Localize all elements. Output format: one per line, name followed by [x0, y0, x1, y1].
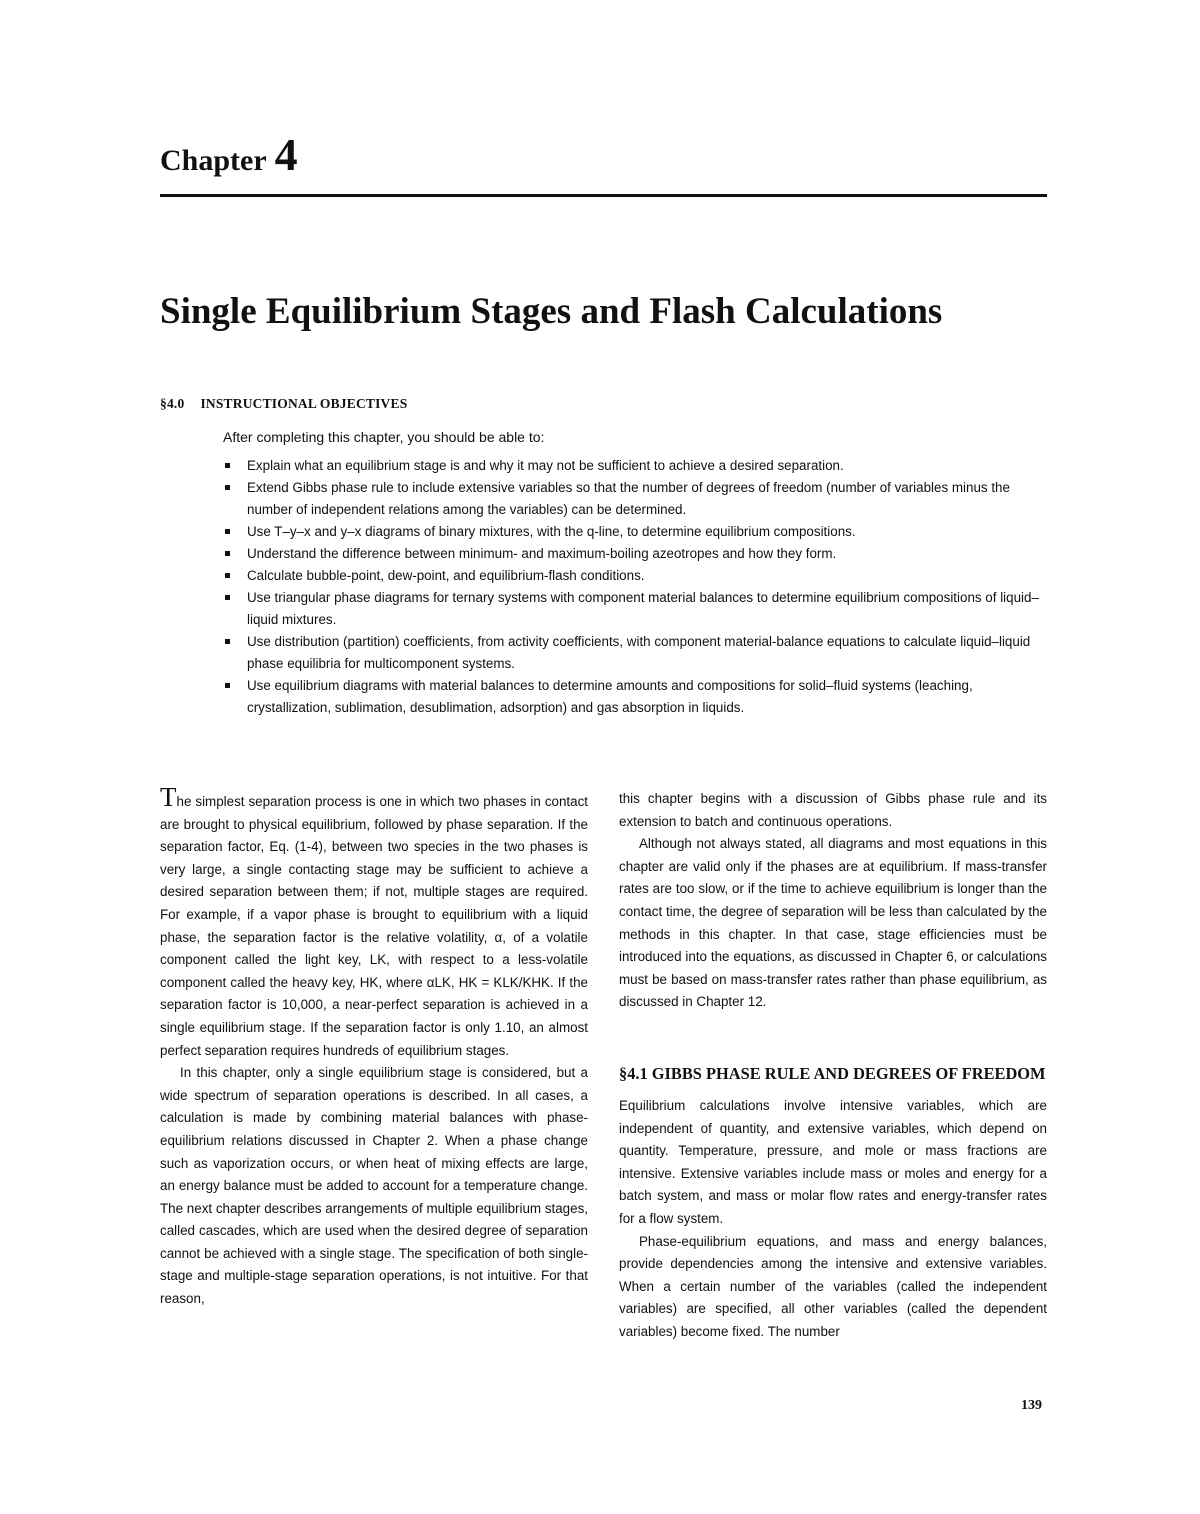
body-paragraph-3: this chapter begins with a discussion of Gibbs phase rule and its extension to batch and continuous operations. [619, 791, 1047, 829]
section-4-1-paragraph-2: Phase-equilibrium equations, and mass and energy balances, provide dependencies among the intensive and extensive variables. When a certain number of the variables (called the independent variables) are specified, all other variables (called the dependent variables) become fixed. The number [619, 1233, 1047, 1339]
section-number: §4.0 [160, 396, 185, 411]
drop-cap: T [160, 782, 177, 812]
body-paragraph-4: Although not always stated, all diagrams and most equations in this chapter are valid only if the phases are at equilibrium. If mass-transfer rates are too slow, or if the time to achieve equilibrium is longer than the contact time, the degree of separation will be less than calculated by the methods in this chapter. In that case, stage efficiencies must be introduced into the equations, as discussed in Chapter 6, or calculations must be based on mass-transfer rates rather than phase equilibrium, as discussed in Chapter 12. [619, 836, 1047, 1010]
objective-item: Use T–y–x and y–x diagrams of binary mixtures, with the q-line, to determine equilibrium compositions. [223, 521, 1053, 543]
chapter-heading [160, 128, 298, 181]
objective-item: Calculate bubble-point, dew-point, and equilibrium-flash conditions. [223, 565, 1053, 587]
chapter-word: Chapter [160, 144, 267, 177]
paragraph-text: he simplest separation process is one in which two phases in contact are brought to physical equilibrium, followed by phase separation. If the separation factor, Eq. (1-4), between two species in the two phases is very large, a single contacting stage may be sufficient to achieve a desired separation between them; if not, multiple stages are required. For example, if a vapor phase is brought to equilibrium with a liquid phase, the separation factor is the relative volatility, α, of a volatile component called the light key, LK, with respect to a less-volatile component called the heavy key, HK, where αLK, HK = KLK/KHK. If the separation factor is 10,000, a near-perfect separation is achieved in a single equilibrium stage. If the separation factor is only 1.10, an almost perfect separation requires hundreds of equilibrium stages. [160, 794, 588, 1058]
objective-item: Use triangular phase diagrams for ternary systems with component material balances to determine equilibrium compositions of liquid–liquid mixtures. [223, 587, 1053, 631]
body-paragraph-2: In this chapter, only a single equilibrium stage is considered, but a wide spectrum of separation operations is described. In all cases, a calculation is made by combining material balances with phase-equilibrium relations discussed in Chapter 2. When a phase change such as vaporization occurs, or when heat of mixing effects are large, an energy balance must be added to account for a temperature change. The next chapter describes arrangements of multiple equilibrium stages, called cascades, which are used when the desired degree of separation cannot be achieved with a single stage. The specification of both single-stage and multiple-stage separation operations, is not intuitive. For that reason, [160, 1065, 588, 1307]
objective-item: Extend Gibbs phase rule to include extensive variables so that the number of degrees of freedom (number of variables minus the number of independent relations among the variables) can be determined. [223, 477, 1053, 521]
objective-item: Explain what an equilibrium stage is and why it may not be sufficient to achieve a desired separation. [223, 455, 1053, 477]
chapter-number: 4 [274, 129, 298, 180]
chapter-rule [160, 194, 1047, 197]
objective-item: Use distribution (partition) coefficients, from activity coefficients, with component material-balance equations to calculate liquid–liquid phase equilibria for multicomponent systems. [223, 631, 1053, 675]
objectives-intro: After completing this chapter, you should be able to: [223, 429, 545, 445]
section-label: INSTRUCTIONAL OBJECTIVES [200, 396, 408, 411]
chapter-title: Single Equilibrium Stages and Flash Calculations [160, 291, 943, 332]
right-column [619, 788, 1047, 1343]
body-paragraph-1 [160, 782, 588, 1062]
section-4-1-paragraph-1: Equilibrium calculations involve intensive variables, which are independent of quantity, and extensive variables, which depend on quantity. Temperature, pressure, and mole or mass fractions are intensive. Extensive variables include mass or moles and energy for a batch system, and mass or molar flow rates and energy-transfer rates for a flow system. [619, 1097, 1047, 1226]
spacer [619, 1014, 1047, 1063]
section-4-1-heading: §4.1 GIBBS PHASE RULE AND DEGREES OF FREEDOM [619, 1063, 1046, 1083]
section-4-0-heading [160, 396, 407, 412]
objective-item: Understand the difference between minimum- and maximum-boiling azeotropes and how they form. [223, 543, 1053, 565]
left-column [160, 782, 588, 1311]
objectives-list [223, 455, 1053, 719]
page-number: 139 [1021, 1398, 1042, 1413]
spacer [619, 1084, 1047, 1095]
objective-item: Use equilibrium diagrams with material balances to determine amounts and compositions for solid–fluid systems (leaching, crystallization, sublimation, desublimation, adsorption) and gas absorption in liquids. [223, 675, 1053, 719]
